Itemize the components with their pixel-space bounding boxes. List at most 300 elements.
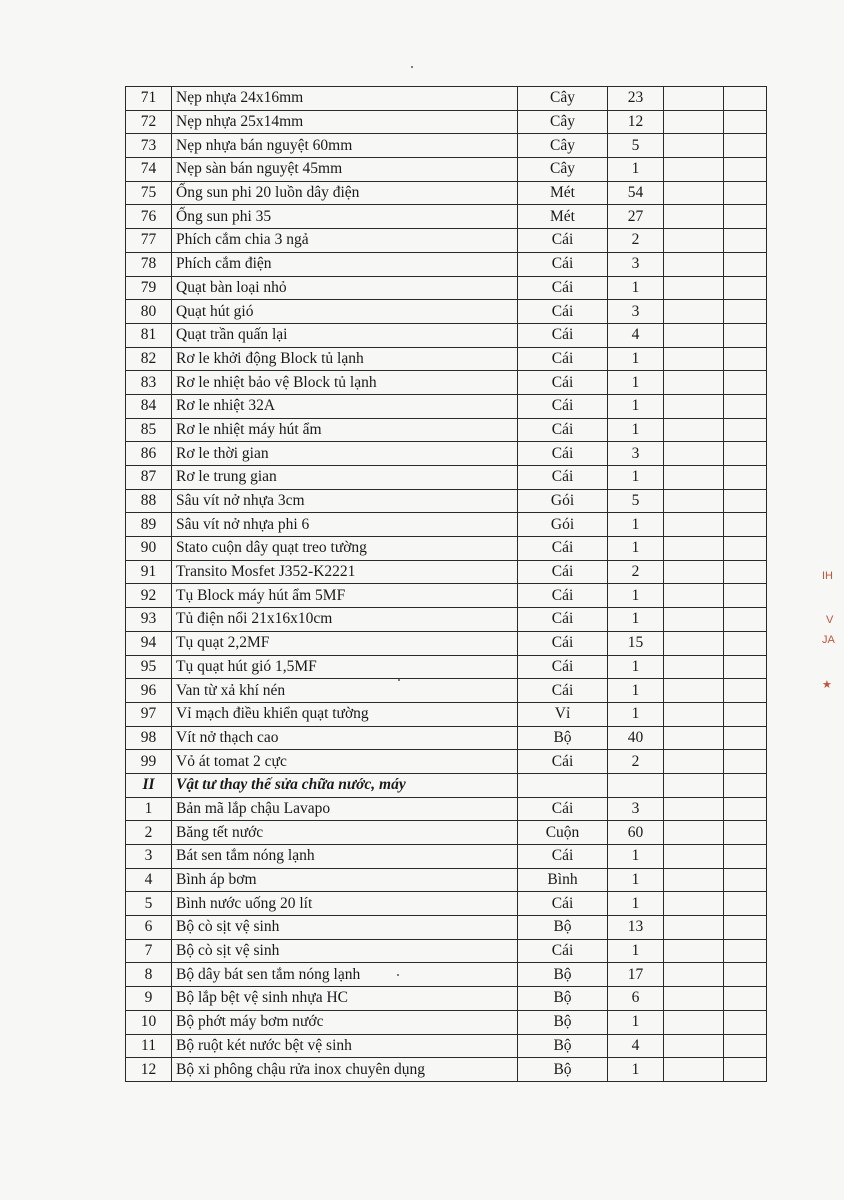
- unit-cell: Cái: [518, 608, 608, 632]
- qty-cell: 1: [608, 868, 664, 892]
- table-row: [126, 489, 767, 513]
- name-cell: Bộ xi phông chậu rửa inox chuyên dụng: [172, 1058, 518, 1082]
- name-cell: Bộ dây bát sen tắm nóng lạnh: [172, 963, 518, 987]
- stt-cell: 92: [126, 584, 172, 608]
- scan-speck: [411, 66, 413, 68]
- table-row: [126, 560, 767, 584]
- note-cell: [724, 489, 767, 513]
- qty-cell: 1: [608, 608, 664, 632]
- name-cell: Rơ le nhiệt máy hút ẩm: [172, 418, 518, 442]
- name-cell: Bình áp bơm: [172, 868, 518, 892]
- name-cell: Bộ lắp bệt vệ sinh nhựa HC: [172, 987, 518, 1011]
- qty-cell: 27: [608, 205, 664, 229]
- unit-cell: Cây: [518, 134, 608, 158]
- margin-stamp-fragment: [818, 556, 844, 706]
- stt-cell: 10: [126, 1010, 172, 1034]
- qty-cell: 1: [608, 584, 664, 608]
- name-cell: Sâu vít nở nhựa 3cm: [172, 489, 518, 513]
- unit-cell: Cái: [518, 347, 608, 371]
- stt-cell: 76: [126, 205, 172, 229]
- table-row: [126, 394, 767, 418]
- qty-cell: 1: [608, 394, 664, 418]
- qty-cell: 1: [608, 655, 664, 679]
- price-cell: [664, 584, 724, 608]
- stt-cell: 82: [126, 347, 172, 371]
- name-cell: Van từ xả khí nén: [172, 679, 518, 703]
- table-row: [126, 1010, 767, 1034]
- price-cell: [664, 1034, 724, 1058]
- table-row: [126, 987, 767, 1011]
- stamp-star-icon: ★: [822, 679, 832, 691]
- table-row: [126, 868, 767, 892]
- qty-cell: 6: [608, 987, 664, 1011]
- table-row: [126, 608, 767, 632]
- name-cell: Tụ Block máy hút ẩm 5MF: [172, 584, 518, 608]
- name-cell: Vỏ át tomat 2 cực: [172, 750, 518, 774]
- stt-cell: 73: [126, 134, 172, 158]
- stt-cell: 87: [126, 466, 172, 490]
- stt-cell: 1: [126, 797, 172, 821]
- note-cell: [724, 110, 767, 134]
- name-cell: Tụ quạt 2,2MF: [172, 631, 518, 655]
- note-cell: [724, 987, 767, 1011]
- unit-cell: Gói: [518, 489, 608, 513]
- stt-cell: 81: [126, 323, 172, 347]
- stt-cell: 7: [126, 939, 172, 963]
- stt-cell: 11: [126, 1034, 172, 1058]
- note-cell: [724, 963, 767, 987]
- note-cell: [724, 679, 767, 703]
- unit-cell: Cái: [518, 466, 608, 490]
- table-row: [126, 513, 767, 537]
- table-row: [126, 205, 767, 229]
- note-cell: [724, 537, 767, 561]
- stt-cell: 95: [126, 655, 172, 679]
- unit-cell: [518, 773, 608, 797]
- note-cell: [724, 323, 767, 347]
- note-cell: [724, 845, 767, 869]
- table-row: [126, 631, 767, 655]
- qty-cell: 1: [608, 513, 664, 537]
- qty-cell: 1: [608, 1010, 664, 1034]
- price-cell: [664, 797, 724, 821]
- name-cell: Quạt trần quấn lại: [172, 323, 518, 347]
- table-row: [126, 229, 767, 253]
- price-cell: [664, 489, 724, 513]
- name-cell: Vật tư thay thế sửa chữa nước, máy: [172, 773, 518, 797]
- table-row: [126, 726, 767, 750]
- unit-cell: Cái: [518, 418, 608, 442]
- table-row: [126, 134, 767, 158]
- stt-cell: 80: [126, 300, 172, 324]
- unit-cell: Cái: [518, 229, 608, 253]
- note-cell: [724, 655, 767, 679]
- price-cell: [664, 347, 724, 371]
- name-cell: Bình nước uống 20 lít: [172, 892, 518, 916]
- qty-cell: 4: [608, 1034, 664, 1058]
- price-cell: [664, 939, 724, 963]
- unit-cell: Cái: [518, 371, 608, 395]
- table-row: [126, 892, 767, 916]
- name-cell: Nẹp nhựa 24x16mm: [172, 87, 518, 111]
- name-cell: Vỉ mạch điều khiển quạt tường: [172, 702, 518, 726]
- note-cell: [724, 726, 767, 750]
- unit-cell: Bộ: [518, 726, 608, 750]
- note-cell: [724, 797, 767, 821]
- qty-cell: 1: [608, 276, 664, 300]
- note-cell: [724, 300, 767, 324]
- price-cell: [664, 702, 724, 726]
- stt-cell: 83: [126, 371, 172, 395]
- qty-cell: 3: [608, 252, 664, 276]
- qty-cell: 3: [608, 300, 664, 324]
- qty-cell: 12: [608, 110, 664, 134]
- note-cell: [724, 1034, 767, 1058]
- price-cell: [664, 134, 724, 158]
- name-cell: Vít nở thạch cao: [172, 726, 518, 750]
- unit-cell: Mét: [518, 205, 608, 229]
- unit-cell: Cái: [518, 750, 608, 774]
- table-row: [126, 347, 767, 371]
- stt-cell: 85: [126, 418, 172, 442]
- unit-cell: Cái: [518, 537, 608, 561]
- table-row: [126, 1058, 767, 1082]
- stt-cell: 2: [126, 821, 172, 845]
- stt-cell: 8: [126, 963, 172, 987]
- price-cell: [664, 916, 724, 940]
- stt-cell: 88: [126, 489, 172, 513]
- stt-cell: 77: [126, 229, 172, 253]
- note-cell: [724, 584, 767, 608]
- stt-cell: 86: [126, 442, 172, 466]
- price-cell: [664, 537, 724, 561]
- note-cell: [724, 418, 767, 442]
- qty-cell: 54: [608, 181, 664, 205]
- unit-cell: Mét: [518, 181, 608, 205]
- price-cell: [664, 655, 724, 679]
- note-cell: [724, 229, 767, 253]
- note-cell: [724, 252, 767, 276]
- qty-cell: 2: [608, 229, 664, 253]
- name-cell: Nẹp sàn bán nguyệt 45mm: [172, 158, 518, 182]
- stt-cell: 75: [126, 181, 172, 205]
- note-cell: [724, 1058, 767, 1082]
- supplies-table: [125, 86, 767, 1082]
- table-row: [126, 537, 767, 561]
- unit-cell: Cái: [518, 252, 608, 276]
- note-cell: [724, 821, 767, 845]
- price-cell: [664, 679, 724, 703]
- note-cell: [724, 750, 767, 774]
- name-cell: Ống sun phi 20 luồn dây điện: [172, 181, 518, 205]
- unit-cell: Cái: [518, 394, 608, 418]
- note-cell: [724, 158, 767, 182]
- stt-cell: 97: [126, 702, 172, 726]
- stt-cell: 91: [126, 560, 172, 584]
- name-cell: Bộ phớt máy bơm nước: [172, 1010, 518, 1034]
- stt-cell: II: [126, 773, 172, 797]
- stt-cell: 94: [126, 631, 172, 655]
- qty-cell: 17: [608, 963, 664, 987]
- table-row: [126, 679, 767, 703]
- unit-cell: Cái: [518, 655, 608, 679]
- name-cell: Rơ le thời gian: [172, 442, 518, 466]
- qty-cell: 2: [608, 560, 664, 584]
- qty-cell: 3: [608, 797, 664, 821]
- note-cell: [724, 466, 767, 490]
- qty-cell: 1: [608, 702, 664, 726]
- qty-cell: 1: [608, 845, 664, 869]
- price-cell: [664, 466, 724, 490]
- note-cell: [724, 916, 767, 940]
- note-cell: [724, 513, 767, 537]
- qty-cell: 4: [608, 323, 664, 347]
- unit-cell: Gói: [518, 513, 608, 537]
- table-row: [126, 110, 767, 134]
- name-cell: Tụ quạt hút gió 1,5MF: [172, 655, 518, 679]
- qty-cell: 1: [608, 158, 664, 182]
- name-cell: Phích cắm điện: [172, 252, 518, 276]
- qty-cell: 1: [608, 892, 664, 916]
- price-cell: [664, 229, 724, 253]
- name-cell: Nẹp nhựa 25x14mm: [172, 110, 518, 134]
- table-row: [126, 702, 767, 726]
- stt-cell: 6: [126, 916, 172, 940]
- qty-cell: 1: [608, 347, 664, 371]
- note-cell: [724, 87, 767, 111]
- name-cell: Bản mã lắp chậu Lavapo: [172, 797, 518, 821]
- qty-cell: 5: [608, 489, 664, 513]
- name-cell: Sâu vít nở nhựa phi 6: [172, 513, 518, 537]
- note-cell: [724, 1010, 767, 1034]
- name-cell: Quạt hút gió: [172, 300, 518, 324]
- table-row: [126, 584, 767, 608]
- name-cell: Rơ le nhiệt 32A: [172, 394, 518, 418]
- price-cell: [664, 158, 724, 182]
- table-row: [126, 300, 767, 324]
- price-cell: [664, 252, 724, 276]
- table-row: [126, 418, 767, 442]
- note-cell: [724, 442, 767, 466]
- price-cell: [664, 750, 724, 774]
- note-cell: [724, 608, 767, 632]
- unit-cell: Cái: [518, 631, 608, 655]
- qty-cell: 1: [608, 679, 664, 703]
- name-cell: Quạt bàn loại nhỏ: [172, 276, 518, 300]
- stt-cell: 5: [126, 892, 172, 916]
- stamp-text: V: [826, 614, 834, 626]
- price-cell: [664, 323, 724, 347]
- stt-cell: 90: [126, 537, 172, 561]
- unit-cell: Bộ: [518, 987, 608, 1011]
- price-cell: [664, 892, 724, 916]
- price-cell: [664, 110, 724, 134]
- unit-cell: Cái: [518, 679, 608, 703]
- price-cell: [664, 442, 724, 466]
- price-cell: [664, 418, 724, 442]
- price-cell: [664, 608, 724, 632]
- unit-cell: Bộ: [518, 963, 608, 987]
- stt-cell: 12: [126, 1058, 172, 1082]
- unit-cell: Cái: [518, 797, 608, 821]
- price-cell: [664, 1058, 724, 1082]
- unit-cell: Cuộn: [518, 821, 608, 845]
- name-cell: Bộ ruột két nước bệt vệ sinh: [172, 1034, 518, 1058]
- stt-cell: 98: [126, 726, 172, 750]
- price-cell: [664, 371, 724, 395]
- qty-cell: 60: [608, 821, 664, 845]
- price-cell: [664, 181, 724, 205]
- note-cell: [724, 560, 767, 584]
- price-cell: [664, 513, 724, 537]
- price-cell: [664, 987, 724, 1011]
- unit-cell: Bộ: [518, 1010, 608, 1034]
- name-cell: Ống sun phi 35: [172, 205, 518, 229]
- name-cell: Băng tết nước: [172, 821, 518, 845]
- stt-cell: 4: [126, 868, 172, 892]
- qty-cell: 40: [608, 726, 664, 750]
- qty-cell: 23: [608, 87, 664, 111]
- table-row: [126, 750, 767, 774]
- stt-cell: 89: [126, 513, 172, 537]
- unit-cell: Cái: [518, 300, 608, 324]
- table-row: [126, 845, 767, 869]
- scan-speck: [397, 974, 399, 976]
- note-cell: [724, 702, 767, 726]
- stt-cell: 3: [126, 845, 172, 869]
- price-cell: [664, 394, 724, 418]
- qty-cell: 13: [608, 916, 664, 940]
- unit-cell: Cái: [518, 939, 608, 963]
- name-cell: Rơ le khởi động Block tủ lạnh: [172, 347, 518, 371]
- stt-cell: 72: [126, 110, 172, 134]
- name-cell: Bộ cò sịt vệ sinh: [172, 939, 518, 963]
- qty-cell: 5: [608, 134, 664, 158]
- note-cell: [724, 347, 767, 371]
- qty-cell: 1: [608, 537, 664, 561]
- name-cell: Stato cuộn dây quạt treo tường: [172, 537, 518, 561]
- stamp-text: IH: [822, 570, 833, 582]
- note-cell: [724, 205, 767, 229]
- qty-cell: 3: [608, 442, 664, 466]
- stamp-text: JA: [822, 634, 835, 646]
- name-cell: Bộ cò sịt vệ sinh: [172, 916, 518, 940]
- qty-cell: 1: [608, 418, 664, 442]
- name-cell: Transito Mosfet J352-K2221: [172, 560, 518, 584]
- unit-cell: Cái: [518, 584, 608, 608]
- qty-cell: 15: [608, 631, 664, 655]
- price-cell: [664, 276, 724, 300]
- price-cell: [664, 1010, 724, 1034]
- note-cell: [724, 371, 767, 395]
- price-cell: [664, 868, 724, 892]
- unit-cell: Bộ: [518, 1034, 608, 1058]
- unit-cell: Cái: [518, 845, 608, 869]
- table-row: [126, 655, 767, 679]
- table-row: [126, 1034, 767, 1058]
- table-row: [126, 181, 767, 205]
- note-cell: [724, 939, 767, 963]
- qty-cell: 1: [608, 939, 664, 963]
- name-cell: Phích cắm chia 3 ngả: [172, 229, 518, 253]
- unit-cell: Vỉ: [518, 702, 608, 726]
- table-row: [126, 797, 767, 821]
- price-cell: [664, 631, 724, 655]
- stt-cell: 9: [126, 987, 172, 1011]
- unit-cell: Cái: [518, 276, 608, 300]
- note-cell: [724, 892, 767, 916]
- stt-cell: 79: [126, 276, 172, 300]
- scan-speck: [398, 679, 400, 681]
- table-row: [126, 939, 767, 963]
- table-row: [126, 821, 767, 845]
- table-body: [126, 87, 767, 1082]
- table-row: [126, 158, 767, 182]
- price-cell: [664, 726, 724, 750]
- stt-cell: 93: [126, 608, 172, 632]
- qty-cell: [608, 773, 664, 797]
- unit-cell: Bộ: [518, 1058, 608, 1082]
- table-row: [126, 442, 767, 466]
- table-row: [126, 323, 767, 347]
- unit-cell: Cây: [518, 158, 608, 182]
- price-cell: [664, 773, 724, 797]
- unit-cell: Cái: [518, 442, 608, 466]
- price-cell: [664, 963, 724, 987]
- stt-cell: 96: [126, 679, 172, 703]
- note-cell: [724, 631, 767, 655]
- name-cell: Bát sen tắm nóng lạnh: [172, 845, 518, 869]
- table-row: [126, 252, 767, 276]
- name-cell: Rơ le nhiệt bảo vệ Block tủ lạnh: [172, 371, 518, 395]
- price-cell: [664, 87, 724, 111]
- name-cell: Nẹp nhựa bán nguyệt 60mm: [172, 134, 518, 158]
- note-cell: [724, 181, 767, 205]
- name-cell: Rơ le trung gian: [172, 466, 518, 490]
- note-cell: [724, 134, 767, 158]
- table-row: [126, 87, 767, 111]
- unit-cell: Bộ: [518, 916, 608, 940]
- table-row: [126, 371, 767, 395]
- note-cell: [724, 276, 767, 300]
- qty-cell: 1: [608, 371, 664, 395]
- unit-cell: Cái: [518, 560, 608, 584]
- price-cell: [664, 300, 724, 324]
- unit-cell: Cái: [518, 323, 608, 347]
- table-row: [126, 963, 767, 987]
- stt-cell: 71: [126, 87, 172, 111]
- price-cell: [664, 845, 724, 869]
- note-cell: [724, 394, 767, 418]
- stt-cell: 84: [126, 394, 172, 418]
- table-row: [126, 916, 767, 940]
- unit-cell: Bình: [518, 868, 608, 892]
- stt-cell: 99: [126, 750, 172, 774]
- name-cell: Tủ điện nổi 21x16x10cm: [172, 608, 518, 632]
- price-cell: [664, 205, 724, 229]
- unit-cell: Cây: [518, 110, 608, 134]
- unit-cell: Cây: [518, 87, 608, 111]
- note-cell: [724, 868, 767, 892]
- price-cell: [664, 821, 724, 845]
- qty-cell: 2: [608, 750, 664, 774]
- section-row: [126, 773, 767, 797]
- price-cell: [664, 560, 724, 584]
- note-cell: [724, 773, 767, 797]
- table-row: [126, 276, 767, 300]
- stt-cell: 74: [126, 158, 172, 182]
- qty-cell: 1: [608, 1058, 664, 1082]
